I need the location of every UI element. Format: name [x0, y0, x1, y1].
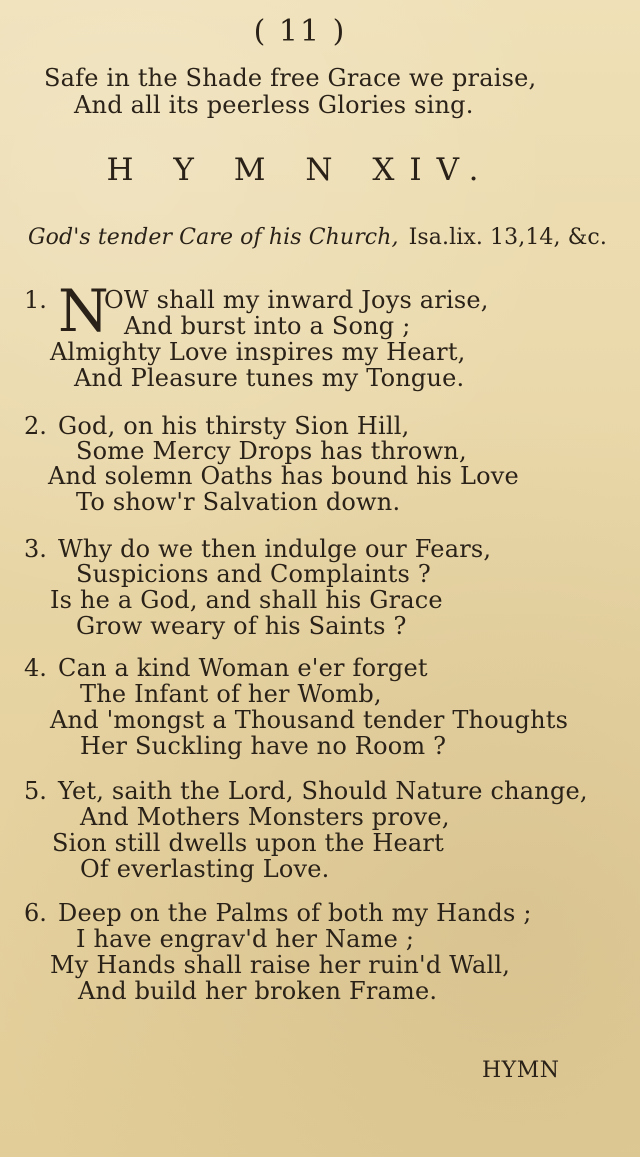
stanza-number: 2. [24, 412, 47, 440]
stanza-line: Grow weary of his Saints ? [76, 612, 407, 640]
stanza-line: Suspicions and Complaints ? [76, 560, 431, 588]
stanza-line: I have engrav'd her Name ; [76, 925, 415, 953]
stanza-number: 5. [24, 777, 47, 805]
stanza-line: Is he a God, and shall his Grace [50, 586, 443, 614]
stanza-line: To show'r Salvation down. [76, 488, 401, 516]
stanza-line: The Infant of her Womb, [80, 680, 382, 708]
stanza-line: Some Mercy Drops has thrown, [76, 437, 467, 465]
scripture-reference: Isa.lix. 13,14, &c. [408, 225, 607, 250]
stanza-number: 1. [24, 286, 47, 314]
stanza-number: 6. [24, 899, 47, 927]
stanza-line: And solemn Oaths has bound his Love [48, 462, 519, 490]
stanza-line: Sion still dwells upon the Heart [52, 829, 444, 857]
stanza-line: Of everlasting Love. [80, 855, 330, 883]
hymn-subtitle [28, 225, 607, 250]
stanza-line: God, on his thirsty Sion Hill, [58, 412, 410, 440]
opening-line-2: And all its peerless Glories sing. [74, 91, 474, 119]
stanza-line: And build her broken Frame. [78, 977, 438, 1005]
stanza-line: And burst into a Song ; [124, 312, 411, 340]
stanza-line: Can a kind Woman e'er forget [58, 654, 428, 682]
drop-cap: N [58, 277, 109, 345]
stanza-line: And Pleasure tunes my Tongue. [74, 364, 465, 392]
stanza-line: Her Suckling have no Room ? [80, 732, 447, 760]
page-number: ( 11 ) [253, 14, 347, 49]
hymn-title: H Y M N XIV. [106, 152, 494, 188]
stanza-line: Yet, saith the Lord, Should Nature change, [58, 777, 588, 805]
stanza-line: Why do we then indulge our Fears, [58, 535, 492, 563]
stanza-number: 4. [24, 654, 47, 682]
catchword: HYMN [482, 1058, 560, 1083]
stanza-number: 3. [24, 535, 47, 563]
subtitle-text: God's tender Care of his Church, [28, 225, 399, 250]
stanza-line: Almighty Love inspires my Heart, [50, 338, 466, 366]
stanza-line: And Mothers Monsters prove, [80, 803, 450, 831]
stanza-line: My Hands shall raise her ruin'd Wall, [50, 951, 511, 979]
opening-line-1: Safe in the Shade free Grace we praise, [44, 64, 537, 92]
stanza-line: And 'mongst a Thousand tender Thoughts [50, 706, 569, 734]
stanza-line: OW shall my inward Joys arise, [104, 286, 489, 314]
stanza-line: Deep on the Palms of both my Hands ; [58, 899, 532, 927]
